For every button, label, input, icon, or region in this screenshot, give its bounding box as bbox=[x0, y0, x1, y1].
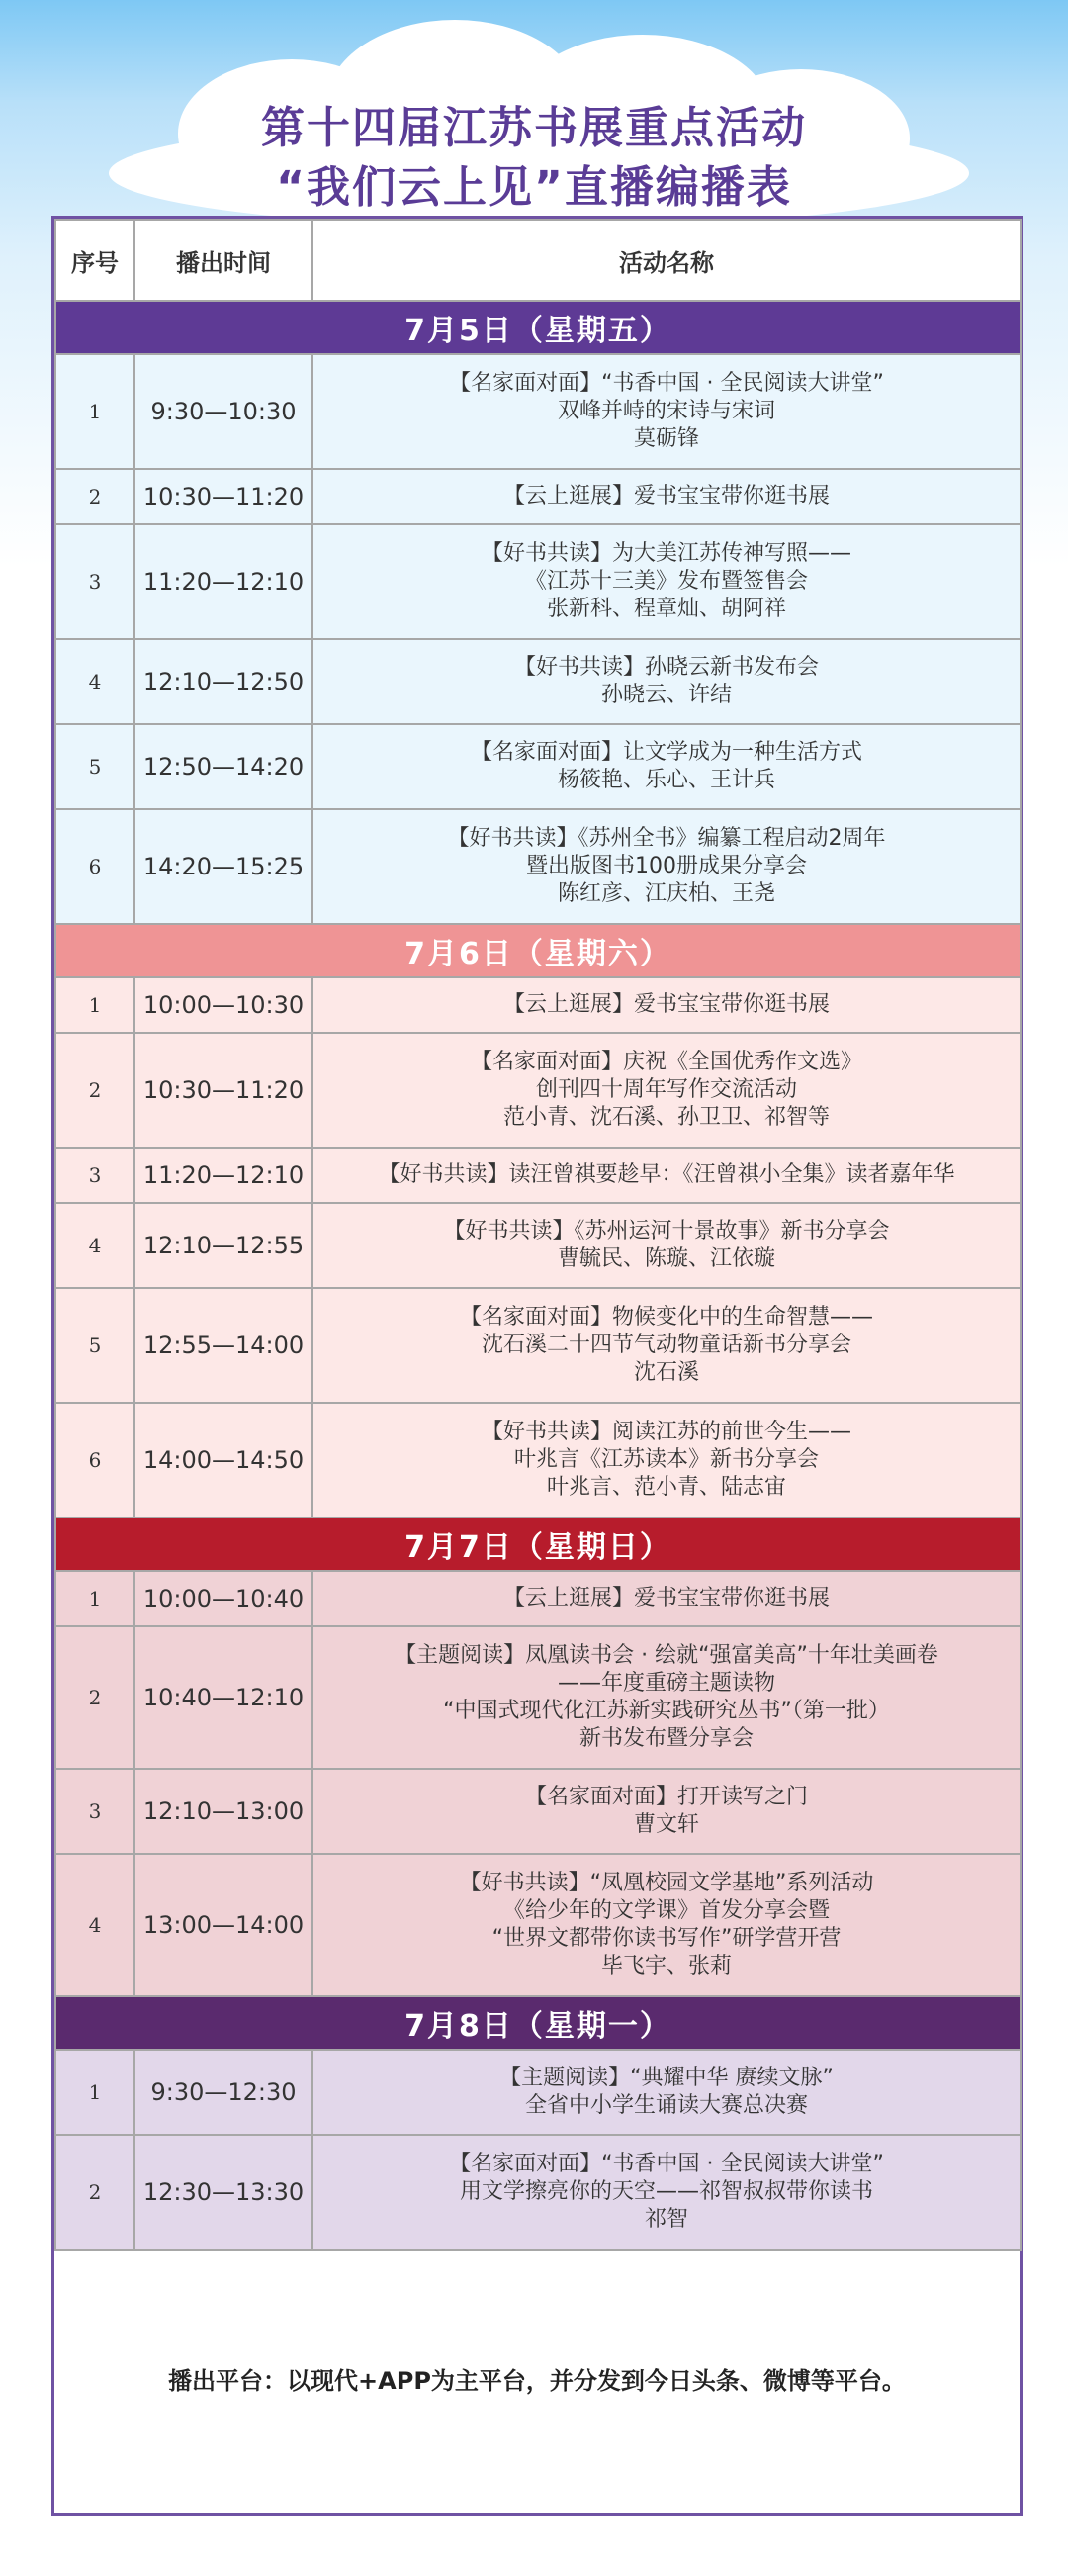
broadcast-time: 11:20—12:10 bbox=[134, 1148, 312, 1203]
activity-name bbox=[312, 1769, 1021, 1854]
day-label: 7月5日（星期五） bbox=[55, 301, 1021, 354]
row-index: 1 bbox=[55, 1571, 134, 1626]
activity-line: 【好书共读】《苏州运河十景故事》新书分享会 bbox=[443, 1219, 890, 1243]
activity-line: 叶兆言《江苏读本》新书分享会 bbox=[513, 1447, 819, 1472]
activity-line: 【好书共读】阅读江苏的前世今生—— bbox=[481, 1420, 851, 1444]
row-index: 5 bbox=[55, 724, 134, 809]
broadcast-time: 9:30—12:30 bbox=[134, 2050, 312, 2135]
day-label: 7月7日（星期日） bbox=[55, 1518, 1021, 1571]
table-row bbox=[55, 469, 1021, 524]
table-row bbox=[55, 1203, 1021, 1288]
row-index: 3 bbox=[55, 524, 134, 639]
table-row bbox=[55, 639, 1021, 724]
broadcast-time: 12:50—14:20 bbox=[134, 724, 312, 809]
activity-line: 【好书共读】《苏州全书》编纂工程启动2周年 bbox=[447, 826, 886, 851]
table-row bbox=[55, 977, 1021, 1033]
day-header-row bbox=[55, 301, 1021, 354]
broadcast-time: 14:20—15:25 bbox=[134, 809, 312, 924]
day-header-row bbox=[55, 1996, 1021, 2050]
activity-line: 【好书共读】“凤凰校园文学基地”系列活动 bbox=[459, 1871, 874, 1895]
activity-name bbox=[312, 1626, 1021, 1769]
row-index: 4 bbox=[55, 639, 134, 724]
broadcast-time: 9:30—10:30 bbox=[134, 354, 312, 469]
day-header-row bbox=[55, 924, 1021, 977]
table-row bbox=[55, 2050, 1021, 2135]
activity-name bbox=[312, 1288, 1021, 1403]
broadcast-time: 10:30—11:20 bbox=[134, 469, 312, 524]
title-line-2: “我们云上见”直播编播表 bbox=[276, 162, 792, 213]
broadcast-time: 10:40—12:10 bbox=[134, 1626, 312, 1769]
activity-name bbox=[312, 354, 1021, 469]
activity-name bbox=[312, 2135, 1021, 2250]
table-row bbox=[55, 1626, 1021, 1769]
day-label: 7月6日（星期六） bbox=[55, 924, 1021, 977]
activity-line: 孙晓云、许结 bbox=[600, 683, 732, 707]
table-row bbox=[55, 1854, 1021, 1996]
row-index: 6 bbox=[55, 1403, 134, 1518]
schedule-sheet bbox=[51, 216, 1023, 2516]
activity-line: 【名家面对面】让文学成为一种生活方式 bbox=[470, 740, 862, 765]
activity-line: 【云上逛展】爱书宝宝带你逛书展 bbox=[502, 484, 830, 508]
activity-line: 【好书共读】孙晓云新书发布会 bbox=[513, 655, 819, 680]
table-row bbox=[55, 1769, 1021, 1854]
activity-line: 杨筱艳、乐心、王计兵 bbox=[557, 768, 775, 792]
activity-line: 【主题阅读】凤凰读书会 · 绘就“强富美高”十年壮美画卷 bbox=[395, 1643, 938, 1668]
broadcast-time: 12:10—12:50 bbox=[134, 639, 312, 724]
row-index: 2 bbox=[55, 1626, 134, 1769]
activity-line: 【好书共读】读汪曾祺要趁早：《汪曾祺小全集》读者嘉年华 bbox=[378, 1162, 955, 1187]
activity-line: 范小青、沈石溪、孙卫卫、祁智等 bbox=[502, 1105, 830, 1130]
activity-name bbox=[312, 1571, 1021, 1626]
activity-name bbox=[312, 469, 1021, 524]
activity-line: 沈石溪 bbox=[633, 1360, 699, 1385]
broadcast-time: 12:10—12:55 bbox=[134, 1203, 312, 1288]
activity-line: 叶兆言、范小青、陆志宙 bbox=[546, 1475, 786, 1500]
activity-line: ——年度重磅主题读物 bbox=[557, 1671, 775, 1696]
table-row bbox=[55, 1571, 1021, 1626]
row-index: 2 bbox=[55, 469, 134, 524]
row-index: 4 bbox=[55, 1854, 134, 1996]
title-line-1: 第十四届江苏书展重点活动 bbox=[261, 103, 807, 153]
table-row bbox=[55, 1288, 1021, 1403]
broadcast-time: 10:30—11:20 bbox=[134, 1033, 312, 1148]
activity-line: 创刊四十周年写作交流活动 bbox=[535, 1077, 797, 1102]
table-row bbox=[55, 354, 1021, 469]
table-row bbox=[55, 1403, 1021, 1518]
broadcast-time: 12:30—13:30 bbox=[134, 2135, 312, 2250]
activity-line: 【主题阅读】“典耀中华 赓续文脉” bbox=[499, 2066, 834, 2090]
activity-line: 曹毓民、陈璇、江依璇 bbox=[557, 1246, 775, 1271]
row-index: 2 bbox=[55, 2135, 134, 2250]
table-row bbox=[55, 2135, 1021, 2250]
table-row bbox=[55, 1148, 1021, 1203]
activity-name bbox=[312, 639, 1021, 724]
table-row bbox=[55, 1033, 1021, 1148]
table-row bbox=[55, 809, 1021, 924]
broadcast-time: 10:00—10:30 bbox=[134, 977, 312, 1033]
header-time: 播出时间 bbox=[134, 220, 312, 301]
activity-line: 祁智 bbox=[644, 2207, 688, 2232]
activity-line: 陈红彦、江庆柏、王尧 bbox=[557, 881, 775, 906]
row-index: 1 bbox=[55, 977, 134, 1033]
broadcast-platform-note: 播出平台：以现代+APP为主平台，并分发到今日头条、微博等平台。 bbox=[168, 2367, 906, 2395]
activity-line: 【云上逛展】爱书宝宝带你逛书展 bbox=[502, 1586, 830, 1610]
activity-line: 【名家面对面】物候变化中的生命智慧—— bbox=[459, 1305, 873, 1330]
activity-line: 【好书共读】为大美江苏传神写照—— bbox=[481, 541, 851, 566]
activity-name bbox=[312, 724, 1021, 809]
activity-name bbox=[312, 809, 1021, 924]
activity-name bbox=[312, 1033, 1021, 1148]
activity-line: 【名家面对面】庆祝《全国优秀作文选》 bbox=[470, 1050, 862, 1074]
day-label: 7月8日（星期一） bbox=[55, 1996, 1021, 2050]
schedule-table bbox=[54, 219, 1022, 2251]
activity-line: 《给少年的文学课》首发分享会暨 bbox=[502, 1898, 830, 1923]
activity-name bbox=[312, 524, 1021, 639]
broadcast-time: 13:00—14:00 bbox=[134, 1854, 312, 1996]
activity-line: “中国式现代化江苏新实践研究丛书”（第一批） bbox=[443, 1699, 890, 1723]
broadcast-time: 12:10—13:00 bbox=[134, 1769, 312, 1854]
activity-line: 莫砺锋 bbox=[633, 426, 699, 451]
table-header-row bbox=[55, 220, 1021, 301]
broadcast-time: 12:55—14:00 bbox=[134, 1288, 312, 1403]
activity-line: 暨出版图书100册成果分享会 bbox=[526, 854, 807, 878]
activity-name bbox=[312, 1148, 1021, 1203]
activity-line: 【名家面对面】“书香中国 · 全民阅读大讲堂” bbox=[449, 371, 884, 396]
broadcast-time: 14:00—14:50 bbox=[134, 1403, 312, 1518]
activity-name bbox=[312, 1854, 1021, 1996]
activity-name bbox=[312, 977, 1021, 1033]
row-index: 3 bbox=[55, 1769, 134, 1854]
row-index: 5 bbox=[55, 1288, 134, 1403]
activity-line: 毕飞宇、张莉 bbox=[600, 1954, 732, 1978]
broadcast-time: 11:20—12:10 bbox=[134, 524, 312, 639]
day-header-row bbox=[55, 1518, 1021, 1571]
row-index: 4 bbox=[55, 1203, 134, 1288]
header-index: 序号 bbox=[55, 220, 134, 301]
activity-line: 曹文轩 bbox=[633, 1812, 699, 1837]
activity-line: 张新科、程章灿、胡阿祥 bbox=[546, 597, 786, 621]
activity-line: “世界文都带你读书写作”研学营开营 bbox=[491, 1926, 842, 1951]
activity-name bbox=[312, 2050, 1021, 2135]
activity-line: 新书发布暨分享会 bbox=[578, 1726, 754, 1751]
schedule-body bbox=[55, 301, 1021, 2250]
row-index: 3 bbox=[55, 1148, 134, 1203]
activity-name bbox=[312, 1403, 1021, 1518]
table-row bbox=[55, 524, 1021, 639]
activity-line: 全省中小学生诵读大赛总决赛 bbox=[524, 2093, 808, 2118]
activity-line: 双峰并峙的宋诗与宋词 bbox=[557, 399, 775, 423]
row-index: 2 bbox=[55, 1033, 134, 1148]
activity-line: 沈石溪二十四节气动物童话新书分享会 bbox=[481, 1333, 851, 1357]
row-index: 1 bbox=[55, 2050, 134, 2135]
activity-line: 【云上逛展】爱书宝宝带你逛书展 bbox=[502, 992, 830, 1017]
row-index: 6 bbox=[55, 809, 134, 924]
page-title bbox=[0, 99, 1068, 218]
broadcast-time: 10:00—10:40 bbox=[134, 1571, 312, 1626]
row-index: 1 bbox=[55, 354, 134, 469]
activity-line: 【名家面对面】打开读写之门 bbox=[524, 1785, 808, 1809]
table-row bbox=[55, 724, 1021, 809]
header-activity: 活动名称 bbox=[312, 220, 1021, 301]
activity-name bbox=[312, 1203, 1021, 1288]
activity-line: 《江苏十三美》发布暨签售会 bbox=[524, 569, 808, 594]
activity-line: 用文学擦亮你的天空——祁智叔叔带你读书 bbox=[459, 2179, 873, 2204]
activity-line: 【名家面对面】“书香中国 · 全民阅读大讲堂” bbox=[449, 2152, 884, 2176]
